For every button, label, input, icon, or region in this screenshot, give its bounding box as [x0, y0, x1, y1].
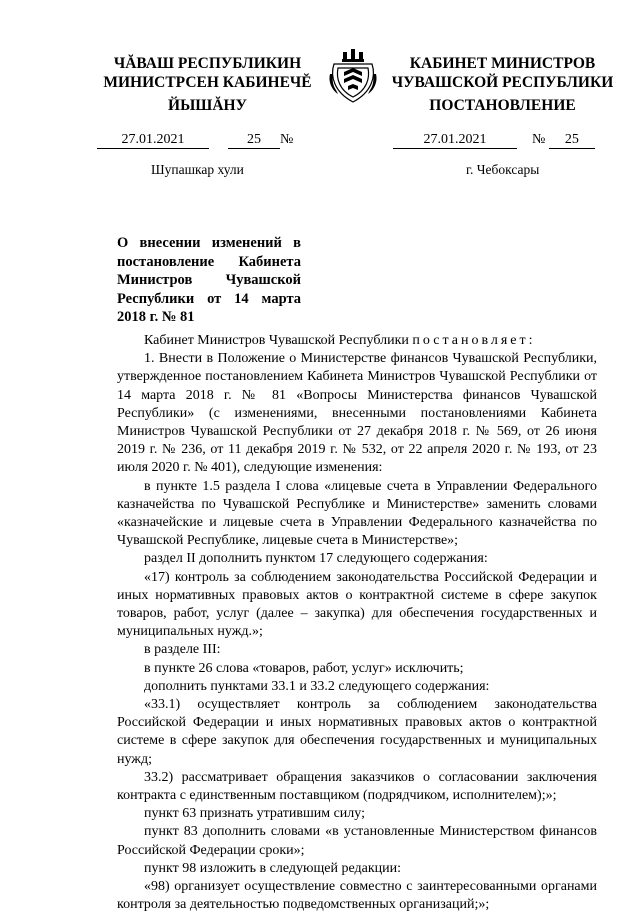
header-right-title: ПОСТАНОВЛЕНИЕ [429, 97, 576, 114]
date-right: 27.01.2021 [393, 132, 517, 149]
date-left: 27.01.2021 [97, 132, 209, 149]
body-paragraph: 33.2) рассматривает обращения заказчиков о согласовании заключения контракта с единственным поставщиком (подрядчиком, исполнителем);»; [117, 769, 597, 804]
body-paragraph: дополнить пунктами 33.1 и 33.2 следующего содержания: [144, 678, 490, 694]
header-left-org [95, 54, 320, 92]
body-paragraph: в разделе III: [144, 642, 221, 658]
number-sign-right: № [532, 132, 546, 147]
number-sign-left: № [280, 132, 294, 147]
body-paragraph: в пункте 26 слова «товаров, работ, услуг» исключить; [144, 660, 464, 676]
body-paragraph: пункт 63 признать утратившим силу; [144, 806, 365, 822]
dateline-left [97, 132, 293, 150]
body-paragraph: в пункте 1.5 раздела I слова «лицевые счета в Управлении Федерального казначейства по Чувашской Республике и Министерстве» заменить словами «казначейские и лицевые счета в Управлении Федерального казначейства по Чувашской Республике, лицевые счета в Министерстве»; [117, 478, 597, 549]
body-paragraph: пункт 83 дополнить словами «в установленные Министерством финансов Российской Федерации сроки»; [117, 824, 597, 858]
header-right-line2: ЧУВАШСКОЙ РЕСПУБЛИКИ [391, 74, 614, 91]
body-intro-b: постановляет: [412, 333, 536, 348]
header-left-line2: МИНИСТРСЕН КАБИНЕЧĔ [103, 74, 312, 91]
dateline-right [393, 132, 595, 150]
header-right-org [390, 54, 615, 92]
header-right-line1: КАБИНЕТ МИНИСТРОВ [409, 55, 596, 72]
header-left-line1: ЧĂВАШ РЕСПУБЛИКИН [113, 55, 302, 72]
body-paragraph: «33.1) осуществляет контроль за соблюдением законодательства Российской Федерации и иных нормативных правовых актов о контрактной системе в сфере закупок для обеспечения государственных и муниципальных нужд; [117, 697, 597, 767]
body-paragraph: раздел II дополнить пунктом 17 следующего содержания: [144, 551, 488, 567]
city-left: Шупашкар хули [151, 162, 244, 177]
document-body [117, 332, 597, 915]
number-left: 25 [228, 132, 280, 149]
header-left-title: ЙЫШĂНУ [168, 97, 247, 114]
body-paragraph: 1. Внести в Положение о Министерстве финансов Чувашской Республики, утвержденное постановлением Кабинета Министров Чувашской Республики от 14 марта 2018 г. № 81 «Вопросы Министерства финансов Чувашской Республики» (с изменениями, внесенными постановлениями Кабинета Министров Чувашской Республики от 27 декабря 2018 г. № 569, от 26 июня 2019 г. № 236, от 11 декабря 2019 г. № 532, от 22 апреля 2020 г. № 193, от 23 июля 2020 г. № 401), следующие изменения: [117, 351, 597, 476]
city-right: г. Чебоксары [466, 162, 540, 177]
body-paragraph: «98) организует осуществление совместно с заинтересованными органами контроля за деятельностью подведомственных организаций;»; [117, 879, 597, 913]
body-intro [117, 332, 597, 350]
body-paragraph: пункт 98 изложить в следующей редакции: [144, 860, 401, 876]
document-subject: О внесении изменений в постановление Кабинета Министров Чувашской Республики от 14 марта 2018 г. № 81 [117, 235, 301, 325]
coat-of-arms-emblem [326, 46, 380, 106]
body-intro-a: Кабинет Министров Чувашской Республики [144, 333, 413, 348]
number-right: 25 [549, 132, 595, 149]
body-paragraph: «17) контроль за соблюдением законодательства Российской Федерации и иных нормативных правовых актов о контрактной системе в сфере закупок товаров, работ, услуг (далее – закупка) для обеспечения государственных и муниципальных нужд.»; [117, 569, 597, 640]
